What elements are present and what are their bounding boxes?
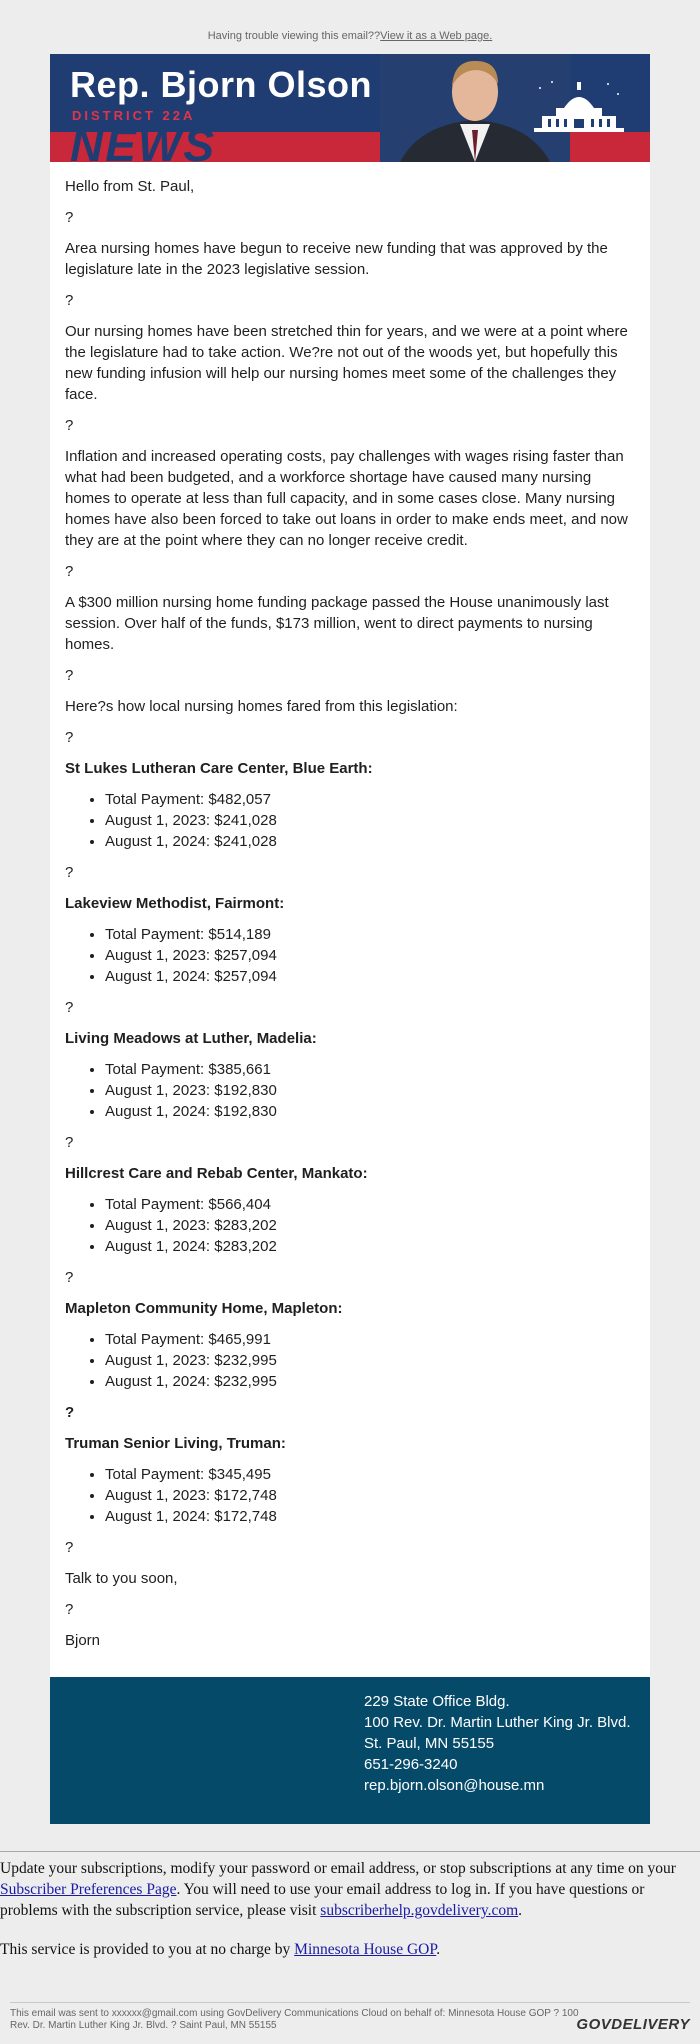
payment-list (65, 789, 634, 852)
separator: ? (65, 729, 74, 746)
address-line-2: 100 Rev. Dr. Martin Luther King Jr. Blvd. (364, 1714, 631, 1731)
payment-2023: • August 1, 2023: $232,995 (105, 1350, 634, 1371)
payment-2023: • August 1, 2023: $172,748 (105, 1485, 634, 1506)
total-payment: • Total Payment: $566,404 (105, 1194, 634, 1215)
payment-2023: • August 1, 2023: $283,202 (105, 1215, 634, 1236)
nursing-home-name: St Lukes Lutheran Care Center, Blue Earth: (65, 760, 373, 777)
nursing-home-entry (65, 758, 634, 852)
payment-list (65, 1059, 634, 1122)
signature: Bjorn (65, 1632, 101, 1649)
nursing-home-entry (65, 1028, 634, 1122)
payment-list (65, 924, 634, 987)
banner-representative-name: Rep. Bjorn Olson (70, 64, 373, 105)
payment-2024: • August 1, 2024: $192,830 (105, 1101, 634, 1122)
nursing-home-name: Hillcrest Care and Rebab Center, Mankato: (65, 1165, 368, 1182)
separator: ? (65, 667, 74, 684)
subscription-paragraph (0, 1858, 700, 1921)
govdelivery-logo[interactable]: GOVDELIVERY (576, 2016, 690, 2033)
separator: ? (65, 209, 74, 226)
payment-list (65, 1194, 634, 1257)
nursing-home-name: Living Meadows at Luther, Madelia: (65, 1030, 317, 1047)
total-payment: • Total Payment: $514,189 (105, 924, 634, 945)
address-line-1: 229 State Office Bldg. (364, 1693, 510, 1710)
paragraph-local-homes: Here?s how local nursing homes fared from this legislation: (65, 698, 458, 715)
service-text: This service is provided to you at no charge by (0, 1941, 295, 1958)
nursing-home-entry (65, 893, 634, 987)
payment-2024: • August 1, 2024: $283,202 (105, 1236, 634, 1257)
divider (0, 1851, 700, 1852)
total-payment: • Total Payment: $465,991 (105, 1329, 634, 1350)
closing-line: Talk to you soon, (65, 1570, 178, 1587)
subscription-text: . (518, 1902, 523, 1919)
letter-body (50, 162, 650, 1651)
contact-email[interactable]: rep.bjorn.olson@house.mn (364, 1777, 545, 1794)
separator: ? (65, 1404, 75, 1421)
separator: ? (65, 1601, 74, 1618)
payment-2023: • August 1, 2023: $192,830 (105, 1080, 634, 1101)
nursing-home-name: Mapleton Community Home, Mapleton: (65, 1300, 343, 1317)
subscriber-preferences-link[interactable]: Subscriber Preferences Page (0, 1881, 177, 1898)
separator: ? (65, 999, 74, 1016)
payment-2024: • August 1, 2024: $172,748 (105, 1506, 634, 1527)
separator: ? (65, 563, 74, 580)
contact-footer (50, 1677, 650, 1824)
contact-address (364, 1691, 631, 1796)
email-card (50, 54, 650, 1824)
payment-2023: • August 1, 2023: $257,094 (105, 945, 634, 966)
banner-news-title: NEWS (70, 119, 216, 162)
separator: ? (65, 864, 74, 881)
service-paragraph (0, 1939, 700, 1960)
subscription-notice (0, 1858, 700, 1960)
payment-2024: • August 1, 2024: $241,028 (105, 831, 634, 852)
subscriber-help-link[interactable]: subscriberhelp.govdelivery.com (320, 1902, 519, 1919)
fine-print: This email was sent to xxxxxx@gmail.com using GovDelivery Communications Cloud on behalf of: Minnesota House GOP ? 100 Rev. Dr. Martin Luther King Jr. Blvd. ? Saint Paul, MN 55155 (10, 2008, 579, 2031)
paragraph-stretched-thin: Our nursing homes have been stretched thin for years, and we were at a point where the legislature had to take action. We?re not out of the woods yet, but hopefully this new funding infusion will help our nursing homes meet some of the challenges they face. (65, 323, 628, 403)
payment-list (65, 1464, 634, 1527)
total-payment: • Total Payment: $385,661 (105, 1059, 634, 1080)
separator: ? (65, 1134, 74, 1151)
separator: ? (65, 1269, 74, 1286)
subscription-text: . You will need to use your email address to log in. If you have questions or problems with the subscription service, please visit (0, 1881, 645, 1919)
subscription-text: Update your subscriptions, modify your password or email address, or stop subscriptions at any time on your (0, 1860, 676, 1877)
payment-list (65, 1329, 634, 1392)
nursing-home-name: Lakeview Methodist, Fairmont: (65, 895, 285, 912)
paragraph-funding: Area nursing homes have begun to receive new funding that was approved by the legislature late in the 2023 legislative session. (65, 240, 608, 278)
nursing-home-entry (65, 1433, 634, 1527)
payment-2023: • August 1, 2023: $241,028 (105, 810, 634, 831)
separator: ? (65, 417, 74, 434)
service-text: . (436, 1941, 441, 1958)
header-banner (50, 54, 650, 162)
payment-2024: • August 1, 2024: $257,094 (105, 966, 634, 987)
trouble-text: Having trouble viewing this email?? (207, 30, 381, 42)
nursing-home-entry (65, 1298, 634, 1392)
total-payment: • Total Payment: $345,495 (105, 1464, 634, 1485)
banner-district: DISTRICT 22A (72, 108, 196, 123)
payment-2024: • August 1, 2024: $232,995 (105, 1371, 634, 1392)
address-line-3: St. Paul, MN 55155 (364, 1735, 495, 1752)
separator: ? (65, 1539, 74, 1556)
contact-phone: 651-296-3240 (364, 1756, 458, 1773)
greeting: Hello from St. Paul, (65, 178, 195, 195)
total-payment: • Total Payment: $482,057 (105, 789, 634, 810)
nursing-home-entry (65, 1163, 634, 1257)
paragraph-package: A $300 million nursing home funding package passed the House unanimously last session. Over half of the funds, $173 million, went to direct payments to nursing homes. (65, 594, 609, 653)
minnesota-house-gop-link[interactable]: Minnesota House GOP (294, 1941, 437, 1958)
capitol-building-icon (534, 78, 624, 134)
trouble-viewing-line (0, 30, 700, 42)
separator: ? (65, 292, 74, 309)
divider (10, 2002, 690, 2003)
nursing-home-name: Truman Senior Living, Truman: (65, 1435, 286, 1452)
view-web-page-link[interactable]: View it as a Web page. (380, 30, 493, 42)
paragraph-inflation: Inflation and increased operating costs, pay challenges with wages rising faster than what had been budgeted, and a workforce shortage have caused many nursing homes to operate at less than full capacity, and in some cases close. Many nursing homes have also been forced to take out loans in order to make ends meet, and now they are at the point where they can no longer receive credit. (65, 448, 628, 549)
